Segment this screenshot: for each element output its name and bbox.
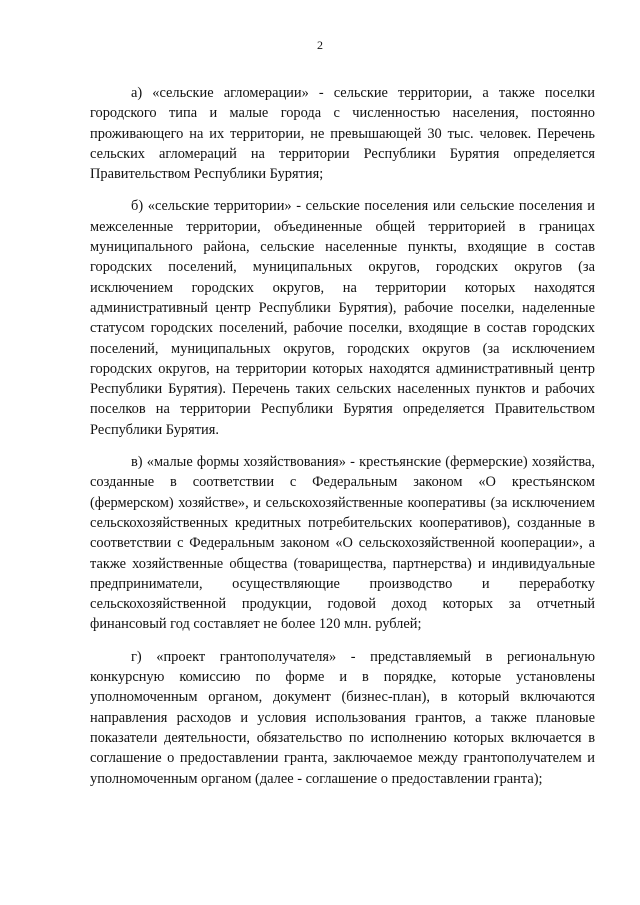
paragraph-b: б) «сельские территории» - сельские поселения или сельские поселения и межселенные территории, объединенные общей территорией в границах муниципального района, сельские населенные пункты, входящие в состав городских поселений, муниципальных округов, городских округов (за исключением городских округов, на территории которых находятся административный центр Республики Бурятия), рабочие поселки, наделенные статусом городских поселений, рабочие поселки, входящие в состав городских поселений, муниципальных округов, городских округов (за исключением городских округов, на территории которых находятся административный центр Республики Бурятия). Перечень таких сельских населенных пунктов и рабочих поселков на территории Республики Бурятия определяется Правительством Республики Бурятия. [90, 198, 595, 438]
document-body [90, 83, 595, 801]
paragraph-a: а) «сельские агломерации» - сельские территории, а также поселки городского типа и малые города с численностью населения, постоянно проживающего на их территории, не превышающей 30 тыс. человек. Перечень сельских агломераций на территории Республики Бурятия определяется Правительством Республики Бурятия; [90, 85, 595, 183]
paragraph-v: в) «малые формы хозяйствования» - крестьянские (фермерские) хозяйства, созданные в соответствии с Федеральным законом «О крестьянском (фермерском) хозяйстве», и сельскохозяйственные кооперативы (за исключением сельскохозяйственных кредитных потребительских кооперативов), созданные в соответствии с Федеральным законом «О сельскохозяйственной кооперации», а также хозяйственные общества (товарищества, партнерства) и индивидуальные предприниматели, осуществляющие производство и переработку сельскохозяйственной продукции, годовой доход которых за отчетный финансовый год составляет не более 120 млн. рублей; [90, 454, 595, 633]
paragraph-g: г) «проект грантополучателя» - представляемый в региональную конкурсную комиссию по форме и в порядке, которые установлены уполномоченным органом, документ (бизнес-план), в который включаются направления расходов и условия использования грантов, а также плановые показатели деятельности, обязательство по исполнению которых включается в соглашение о предоставлении гранта, заключаемое между грантополучателем и уполномоченным органом (далее - соглашение о предоставлении гранта); [90, 648, 595, 787]
page-number: 2 [317, 38, 323, 52]
